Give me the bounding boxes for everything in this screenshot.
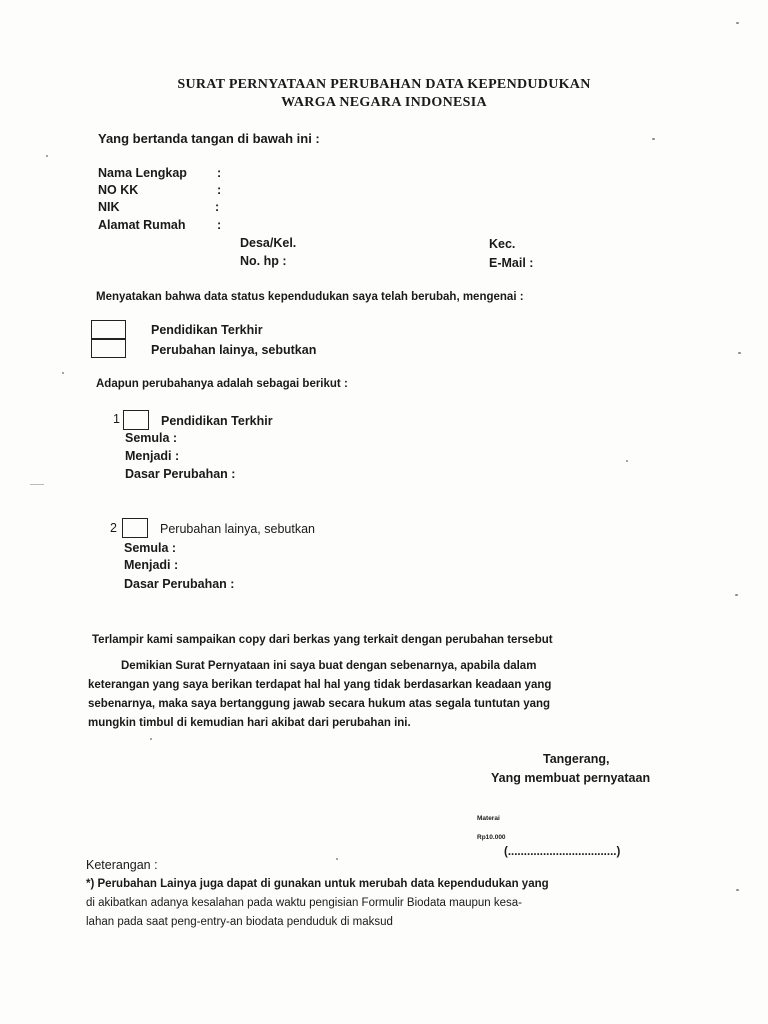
field-colon-nokk: :	[217, 183, 222, 197]
signature-line: (..................................)	[504, 846, 621, 858]
change2-number: 2	[110, 521, 117, 535]
option-checkbox-1[interactable]	[91, 320, 126, 340]
change2-menjadi: Menjadi :	[124, 558, 179, 572]
scan-speck	[736, 889, 739, 891]
notes-line-2: di akibatkan adanya kesalahan pada waktu pengisian Formulir Biodata maupun kesa-	[86, 897, 522, 909]
scan-speck	[738, 352, 741, 354]
change1-dasar: Dasar Perubahan :	[125, 467, 236, 481]
field-colon-nama: :	[217, 166, 222, 180]
change2-label: Perubahan lainya, sebutkan	[160, 522, 315, 536]
field-colon-alamat: :	[217, 218, 222, 232]
change1-label: Pendidikan Terkhir	[161, 414, 273, 428]
option-label-1: Pendidikan Terkhir	[151, 323, 263, 337]
notes-line-3: lahan pada saat peng-entry-an biodata penduduk di maksud	[86, 916, 393, 928]
field-label-desa: Desa/Kel.	[240, 236, 297, 250]
closing-line-3: sebenarnya, maka saya bertanggung jawab secara hukum atas segala tuntutan yang	[88, 698, 551, 710]
notes-heading: Keterangan :	[86, 858, 158, 872]
option-label-2: Perubahan lainya, sebutkan	[151, 343, 317, 357]
signature-maker: Yang membuat pernyataan	[491, 771, 651, 785]
document-title-line1: SURAT PERNYATAAN PERUBAHAN DATA KEPENDUDUKAN	[177, 77, 591, 92]
statement-text: Menyatakan bahwa data status kependudukan saya telah berubah, mengenai :	[96, 291, 524, 303]
signature-place: Tangerang,	[543, 752, 610, 766]
field-label-kec: Kec.	[489, 237, 516, 251]
intro-text: Yang bertanda tangan di bawah ini :	[98, 131, 320, 146]
field-label-nokk: NO KK	[98, 183, 139, 197]
scan-speck	[150, 738, 152, 740]
closing-line-4: mungkin timbul di kemudian hari akibat dari perubahan ini.	[88, 717, 411, 729]
option-checkbox-2[interactable]	[91, 338, 126, 358]
scan-speck	[736, 22, 739, 24]
notes-line-1: *) Perubahan Lainya juga dapat di gunakan untuk merubah data kependudukan yang	[86, 878, 549, 890]
field-label-nama: Nama Lengkap	[98, 166, 187, 180]
change2-dasar: Dasar Perubahan :	[124, 577, 235, 591]
field-label-nik: NIK	[98, 200, 120, 214]
change1-checkbox[interactable]	[123, 410, 149, 430]
field-label-email: E-Mail :	[489, 256, 534, 270]
change1-number: 1	[113, 412, 120, 426]
change1-menjadi: Menjadi :	[125, 449, 180, 463]
scan-speck	[62, 372, 64, 374]
scan-speck	[46, 155, 48, 157]
change1-semula: Semula :	[125, 431, 178, 445]
closing-line-2: keterangan yang saya berikan terdapat hal hal yang tidak berdasarkan keadaan yang	[88, 679, 552, 691]
scan-speck	[336, 858, 338, 860]
change2-semula: Semula :	[124, 541, 177, 555]
document-title-line2: WARGA NEGARA INDONESIA	[281, 95, 487, 110]
scan-speck	[30, 484, 44, 485]
scan-speck	[626, 460, 628, 462]
materai-label: Materai	[477, 815, 500, 822]
materai-amount: Rp10.000	[477, 834, 506, 841]
closing-line-1: Demikian Surat Pernyataan ini saya buat dengan sebenarnya, apabila dalam	[121, 660, 537, 672]
changes-intro-text: Adapun perubahanya adalah sebagai berikut :	[96, 378, 348, 390]
field-label-alamat: Alamat Rumah	[98, 218, 186, 232]
attachment-text: Terlampir kami sampaikan copy dari berkas yang terkait dengan perubahan tersebut	[92, 634, 553, 646]
field-colon-nik: :	[215, 200, 220, 214]
change2-checkbox[interactable]	[122, 518, 148, 538]
field-label-nohp: No. hp :	[240, 254, 287, 268]
scan-speck	[735, 594, 738, 596]
scan-speck	[652, 138, 655, 140]
